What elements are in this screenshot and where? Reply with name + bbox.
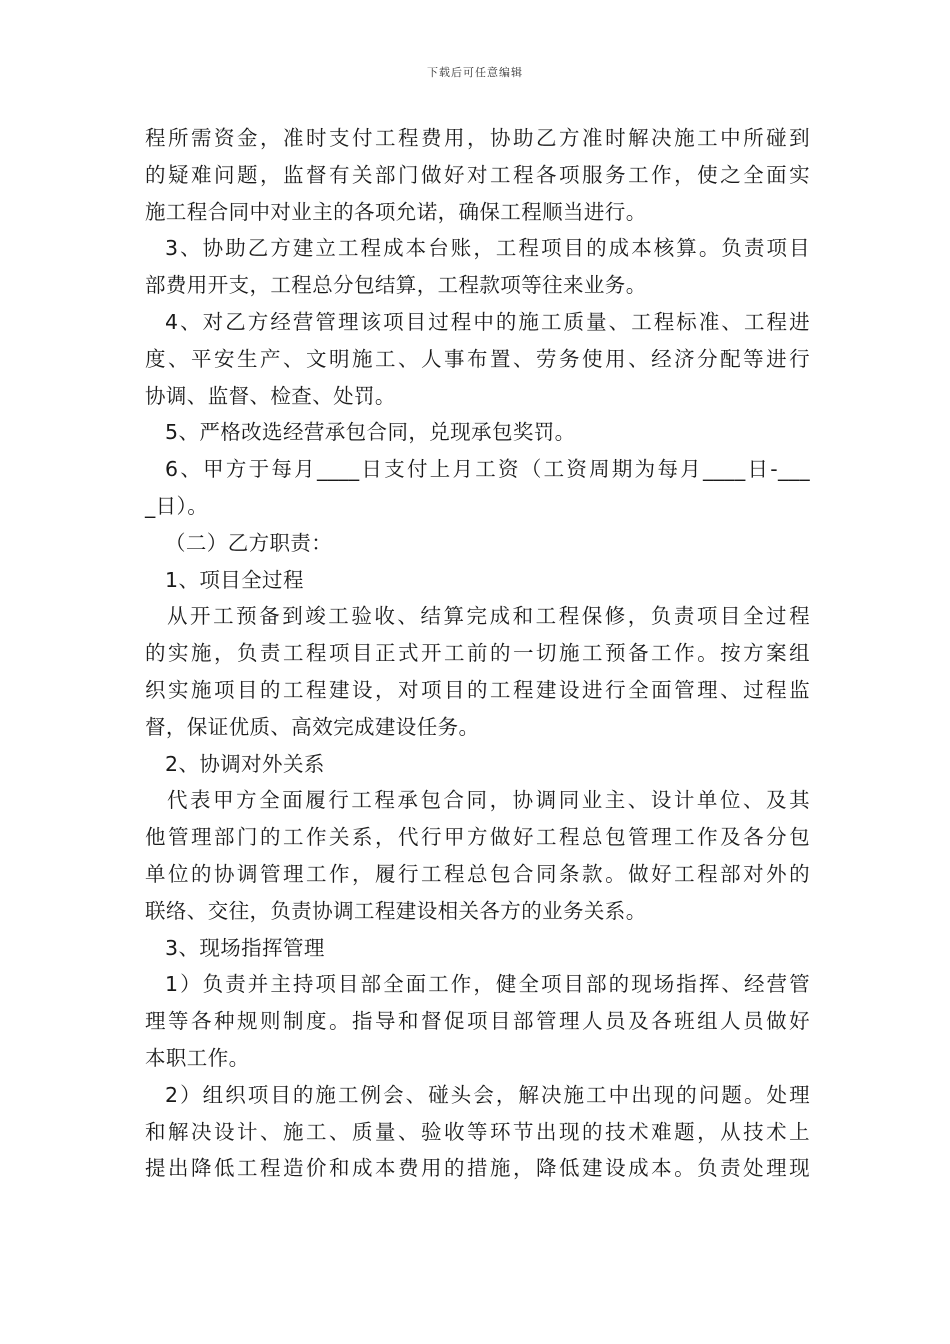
text-line: 本职工作。 (145, 1045, 250, 1070)
text-line: 提出降低工程造价和成本费用的措施，降低建设成本。负责处理现 (145, 1156, 810, 1181)
text-line: 5、严格改选经营承包合同，兑现承包奖罚。 (165, 420, 576, 445)
text-line: 他管理部门的工作关系，代行甲方做好工程总包管理工作及各分包 (145, 825, 810, 850)
text-line: 和解决设计、施工、质量、验收等环节出现的技术难题，从技术上 (145, 1119, 810, 1144)
subsection-heading: 2、协调对外关系 (165, 751, 325, 776)
text-line: 单位的协调管理工作，履行工程总包合同条款。做好工程部对外的 (145, 861, 810, 886)
text-line: 的疑难问题，监督有关部门做好对工程各项服务工作，使之全面实 (145, 162, 810, 187)
page-header: 下载后可任意编辑 (427, 66, 523, 79)
text-line: _日）。 (145, 493, 209, 518)
text-line: 4、对乙方经营管理该项目过程中的施工质量、工程标准、工程进 (165, 309, 810, 334)
text-line: 督，保证优质、高效完成建设任务。 (145, 714, 480, 739)
subsection-heading: 1、项目全过程 (165, 567, 304, 592)
text-line: 6、甲方于每月____日支付上月工资（工资周期为每月____日-___ (165, 457, 810, 482)
text-line: 织实施项目的工程建设，对项目的工程建设进行全面管理、过程监 (145, 677, 810, 702)
text-line: 协调、监督、检查、处罚。 (145, 383, 396, 408)
text-line: 从开工预备到竣工验收、结算完成和工程保修，负责项目全过程 (167, 604, 810, 629)
text-line: 的实施，负责工程项目正式开工前的一切施工预备工作。按方案组 (145, 641, 810, 666)
text-line: 1）负责并主持项目部全面工作，健全项目部的现场指挥、经营管 (165, 972, 810, 997)
text-line: 联络、交往，负责协调工程建设相关各方的业务关系。 (145, 898, 647, 923)
text-line: 部费用开支，工程总分包结算，工程款项等往来业务。 (145, 273, 647, 298)
text-line: 3、协助乙方建立工程成本台账，工程项目的成本核算。负责项目 (165, 236, 810, 261)
document-body (145, 120, 810, 1187)
text-line: 代表甲方全面履行工程承包合同，协调同业主、设计单位、及其 (167, 788, 810, 813)
text-line: 度、平安生产、文明施工、人事布置、劳务使用、经济分配等进行 (145, 346, 810, 371)
text-line: 理等各种规则制度。指导和督促项目部管理人员及各班组人员做好 (145, 1009, 810, 1034)
subsection-heading: 3、现场指挥管理 (165, 935, 325, 960)
text-line: 程所需资金，准时支付工程费用，协助乙方准时解决施工中所碰到 (145, 126, 810, 150)
section-heading: （二）乙方职责： (165, 530, 333, 555)
text-line: 2）组织项目的施工例会、碰头会，解决施工中出现的问题。处理 (165, 1082, 810, 1107)
text-line: 施工程合同中对业主的各项允诺，确保工程顺当进行。 (145, 199, 647, 224)
